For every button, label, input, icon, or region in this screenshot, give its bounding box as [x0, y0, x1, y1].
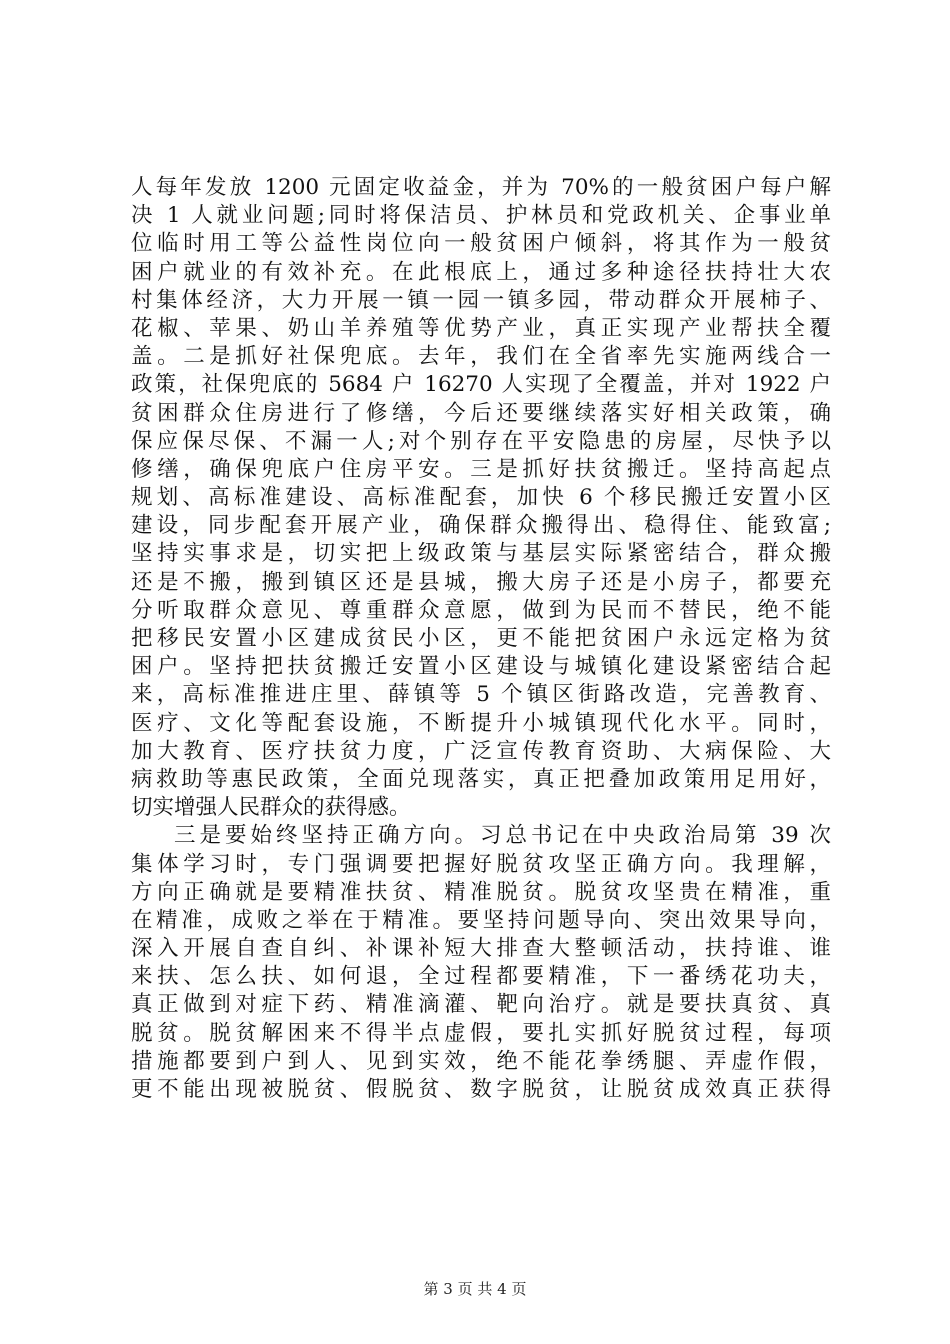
text-line-14: 坚持实事求是，切实把上级政策与基层实际紧密结合，群众搬: [131, 541, 831, 567]
text-line-10: 保应保尽保、不漏一人;对个别存在平安隐患的房屋，尽快予以: [131, 428, 831, 454]
text-line-21: 加大教育、医疗扶贫力度，广泛宣传教育资助、大病保险、大: [131, 738, 831, 764]
text-line-2: 决 1 人就业问题;同时将保洁员、护林员和党政机关、企事业单: [131, 203, 831, 229]
text-line-32: 措施都要到户到人、见到实效，绝不能花拳绣腿、弄虚作假，: [131, 1048, 831, 1074]
text-line-31: 脱贫。脱贫解困来不得半点虚假，要扎实抓好脱贫过程，每项: [131, 1020, 831, 1046]
text-line-16: 分听取群众意见、尊重群众意愿，做到为民而不替民，绝不能: [131, 597, 831, 623]
text-line-27: 在精准，成败之举在于精准。要坚持问题导向、突出效果导向，: [131, 907, 831, 933]
text-line-29: 来扶、怎么扶、如何退，全过程都要精准，下一番绣花功夫，: [131, 964, 831, 990]
text-line-33: 更不能出现被脱贫、假脱贫、数字脱贫，让脱贫成效真正获得: [131, 1077, 831, 1102]
text-line-5: 村集体经济，大力开展一镇一园一镇多园，带动群众开展柿子、: [131, 287, 831, 313]
text-line-26: 方向正确就是要精准扶贫、精准脱贫。脱贫攻坚贵在精准，重: [131, 879, 831, 905]
text-line-20: 医疗、文化等配套设施，不断提升小城镇现代化水平。同时，: [131, 710, 831, 736]
text-line-24: 三是要始终坚持正确方向。习总书记在中央政治局第 39 次: [174, 823, 831, 849]
text-line-18: 困户。坚持把扶贫搬迁安置小区建设与城镇化建设紧密结合起: [131, 654, 831, 680]
text-line-7: 盖。二是抓好社保兜底。去年，我们在全省率先实施两线合一: [131, 344, 831, 370]
page-number: 第 3 页 共 4 页: [423, 1280, 527, 1298]
text-line-4: 困户就业的有效补充。在此根底上，通过多种途径扶持壮大农: [131, 259, 831, 285]
text-line-9: 贫困群众住房进行了修缮，今后还要继续落实好相关政策，确: [131, 400, 831, 426]
text-line-15: 还是不搬，搬到镇区还是县城，搬大房子还是小房子，都要充: [131, 569, 831, 595]
text-line-6: 花椒、苹果、奶山羊养殖等优势产业，真正实现产业帮扶全覆: [131, 315, 831, 341]
text-line-8: 政策，社保兜底的 5684 户 16270 人实现了全覆盖，并对 1922 户: [131, 372, 831, 398]
text-line-19: 来，高标准推进庄里、薛镇等 5 个镇区街路改造，完善教育、: [131, 682, 831, 708]
text-line-23: 切实增强人民群众的获得感。: [131, 795, 411, 821]
text-line-28: 深入开展自查自纠、补课补短大排查大整顿活动，扶持谁、谁: [131, 936, 831, 962]
text-line-25: 集体学习时，专门强调要把握好脱贫攻坚正确方向。我理解，: [131, 851, 831, 877]
text-line-30: 真正做到对症下药、精准滴灌、靶向治疗。就是要扶真贫、真: [131, 992, 831, 1018]
text-line-17: 把移民安置小区建成贫民小区，更不能把贫困户永远定格为贫: [131, 626, 831, 651]
text-line-3: 位临时用工等公益性岗位向一般贫困户倾斜，将其作为一般贫: [131, 231, 831, 257]
text-line-12: 规划、高标准建设、高标准配套，加快 6 个移民搬迁安置小区: [131, 485, 831, 511]
text-line-1: 人每年发放 1200 元固定收益金，并为 70%的一般贫困户每户解: [131, 175, 831, 200]
body-text: [131, 174, 831, 1104]
text-line-11: 修缮，确保兜底户住房平安。三是抓好扶贫搬迁。坚持高起点: [131, 456, 831, 482]
text-line-22: 病救助等惠民政策，全面兑现落实，真正把叠加政策用足用好，: [131, 766, 831, 792]
text-line-13: 建设，同步配套开展产业，确保群众搬得出、稳得住、能致富;: [131, 513, 831, 539]
